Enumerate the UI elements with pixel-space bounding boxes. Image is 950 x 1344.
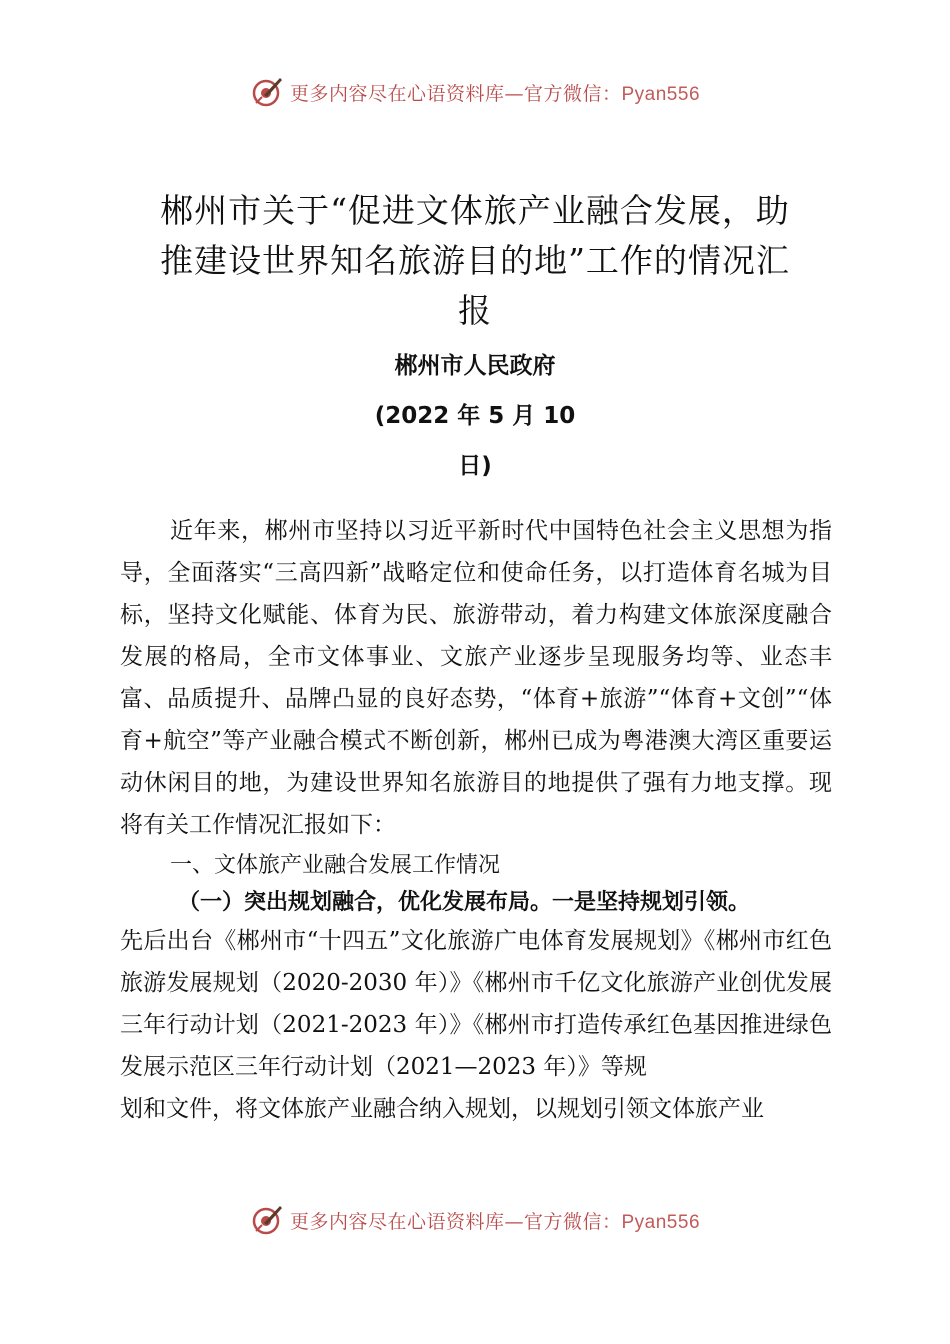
watermark-text: 更多内容尽在心语资料库—官方微信：Pyan556 [289,82,701,105]
subsection-heading: （一）突出规划融合，优化发展布局。一是坚持规划引领。 [178,890,751,915]
wechat-id: Pyan556 [621,1211,701,1233]
issuing-organization: 郴州市人民政府 [394,353,556,379]
section-heading: 一、文体旅产业融合发展工作情况 [170,853,501,878]
document-date-continued: 日) [458,453,492,479]
quill-logo-icon [250,1203,284,1237]
wechat-id: Pyan556 [621,83,701,105]
watermark-footer [0,1200,950,1240]
quill-logo-icon [250,75,284,109]
document-title [140,186,810,336]
continuation-paragraph: 划和文件，将文体旅产业融合纳入规划，以规划引领文体旅产业 [120,1096,764,1122]
document-date: (2022 年 5 月 10 [374,403,576,429]
subsection-paragraph: 先后出台《郴州市“十四五”文化旅游广电体育发展规划》《郴州市红色旅游发展规划（2020-2030 年）》《郴州市千亿文化旅游产业创优发展三年行动计划（2021-2023 年）》《郴州市打造传承红色基因推进绿色发展示范区三年行动计划（2021—2023 年）》等规 [120,928,832,1080]
document-body [120,510,832,1130]
title-line: 郴州市关于“促进文体旅产业融合发展，助 [160,191,790,230]
title-line: 推建设世界知名旅游目的地”工作的情况汇 [160,241,790,280]
watermark-text: 更多内容尽在心语资料库—官方微信：Pyan556 [289,1210,701,1233]
intro-paragraph: 近年来，郴州市坚持以习近平新时代中国特色社会主义思想为指导，全面落实“三高四新”战略定位和使命任务，以打造体育名城为目标，坚持文化赋能、体育为民、旅游带动，着力构建文体旅深度融合发展的格局，全市文体事业、文旅产业逐步呈现服务均等、业态丰富、品质提升、品牌凸显的良好态势，“体育+旅游”“体育+文创”“体育+航空”等产业融合模式不断创新，郴州已成为粤港澳大湾区重要运动休闲目的地，为建设世界知名旅游目的地提供了强有力地支撑。现将有关工作情况汇报如下： [120,518,832,838]
title-line: 报 [458,291,492,330]
watermark-header [0,72,950,112]
